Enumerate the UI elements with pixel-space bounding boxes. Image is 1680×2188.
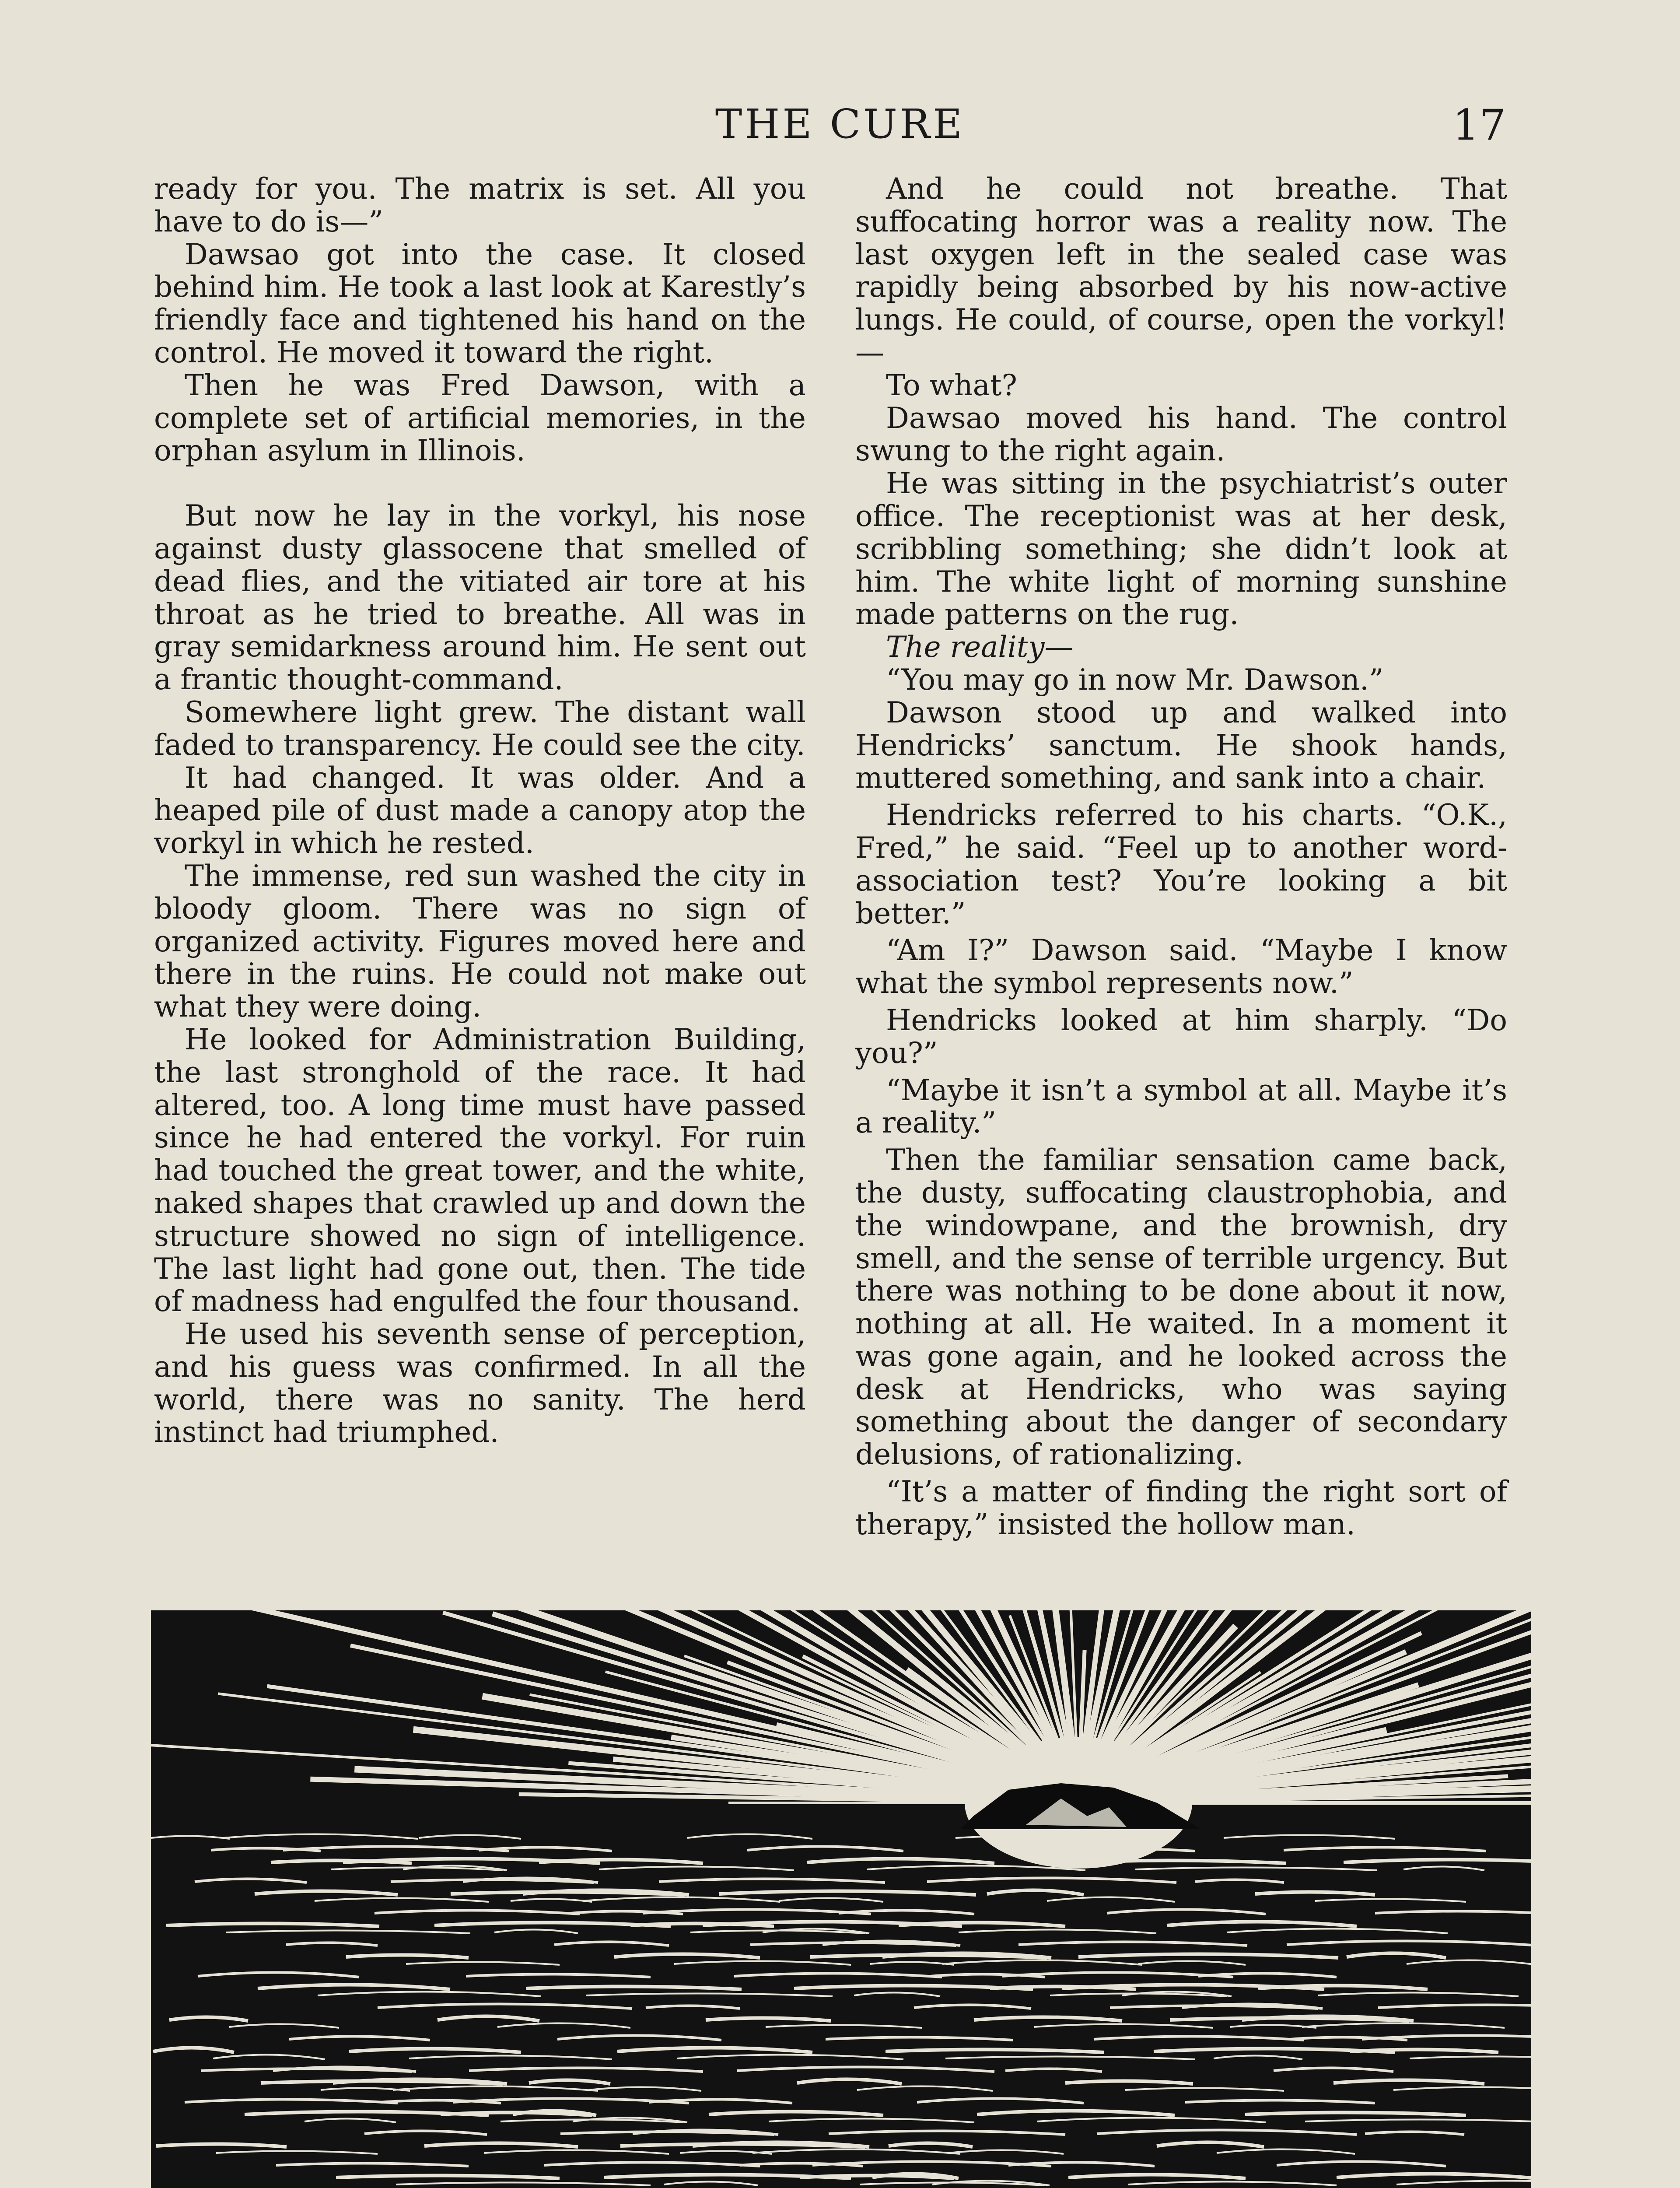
paragraph: He used his seventh sense of perception, and his guess was confirmed. In all the world, there was no sanity. The herd instinct had triumphed. [154,1317,806,1449]
paragraph: Somewhere light grew. The distant wall faded to transparency. He could see the city. [154,695,806,762]
left-text-column [154,173,806,1449]
paragraph: It had changed. It was older. And a heaped pile of dust made a canopy atop the vorkyl in which he rested. [154,761,806,860]
paragraph: ready for you. The matrix is set. All you have to do is—” [154,172,806,238]
paragraph: “You may go in now Mr. Dawson.” [886,663,1384,697]
paragraph: “Am I?” Dawson said. “Maybe I know what the symbol represents now.” [855,933,1507,1000]
paragraph: Hendricks looked at him sharply. “Do you?” [855,1003,1507,1070]
right-text-column [855,173,1507,1541]
paragraph: And he could not breathe. That suffocating horror was a reality now. The last oxygen left in the sealed case was rapidly being absorbed by his now-active lungs. He could, of course, open the vorkyl!— [855,172,1507,369]
page-number: 17 [1452,101,1506,150]
paragraph: He was sitting in the psychiatrist’s outer office. The receptionist was at her desk, scribbling something; she didn’t look at him. The white light of morning sunshine made patterns on the rug. [855,466,1507,631]
paragraph: Dawson stood up and walked into Hendricks’ sanctum. He shook hands, muttered something, and sank into a chair. [855,695,1507,795]
paragraph: Dawsao got into the case. It closed behind him. He took a last look at Karestly’s friendly face and tightened his hand on the control. He moved it toward the right. [154,237,806,369]
paragraph: To what? [886,368,1017,402]
paragraph: “It’s a matter of finding the right sort of therapy,” insisted the hollow man. [855,1475,1507,1541]
sunset-landscape-illustration [151,1610,1531,2188]
paragraph: Then he was Fred Dawson, with a complete set of artificial memories, in the orphan asylum in Illinois. [154,368,806,468]
paragraph: Then the familiar sensation came back, the dusty, suffocating claustrophobia, and the windowpane, and the brownish, dry smell, and the sense of terrible urgency. But there was nothing to be done about it now, nothing at all. He waited. In a moment it was gone again, and he looked across the desk at Hendricks, who was saying something about the danger of secondary delusions, of rationalizing. [855,1143,1507,1472]
running-header [0,101,1680,158]
paragraph: “Maybe it isn’t a symbol at all. Maybe it’s a reality.” [855,1073,1507,1140]
paragraph: The immense, red sun washed the city in bloody gloom. There was no sign of organized activity. Figures moved here and there in the ruins. He could not make out what they were doing. [154,859,806,1024]
paragraph: Dawsao moved his hand. The control swung to the right again. [855,401,1507,468]
paragraph: The reality— [886,630,1074,664]
paragraph: He looked for Administration Building, the last stronghold of the race. It had altered, too. A long time must have passed since he had entered the vorkyl. For ruin had touched the great tower, and the white, naked shapes that crawled up and down the structure showed no sign of intelligence. The last light had gone out, then. The tide of madness had engulfed the four thousand. [154,1022,806,1318]
paragraph: Hendricks referred to his charts. “O.K., Fred,” he said. “Feel up to another word-association test? You’re looking a bit better.” [855,798,1507,930]
running-title: THE CURE [715,101,965,147]
paragraph: But now he lay in the vorkyl, his nose against dusty glassocene that smelled of dead flies, and the vitiated air tore at his throat as he tried to breathe. All was in gray semidarkness around him. He sent out a frantic thought-command. [154,499,806,697]
